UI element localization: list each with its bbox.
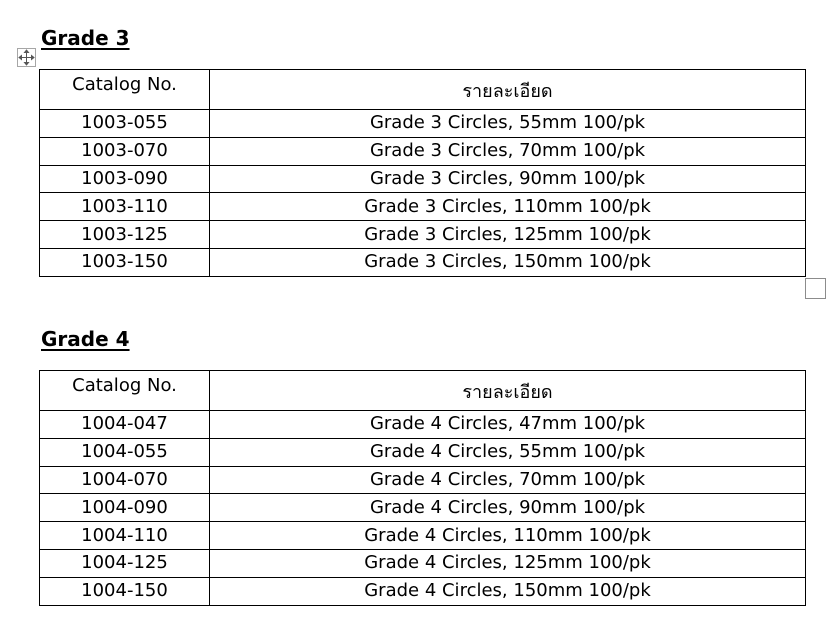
description-cell: Grade 3 Circles, 150mm 100/pk — [210, 248, 806, 276]
table-row — [40, 193, 806, 221]
catalog-no-cell: 1003-125 — [40, 221, 210, 249]
description-cell: Grade 3 Circles, 90mm 100/pk — [210, 165, 806, 193]
description-cell: Grade 3 Circles, 125mm 100/pk — [210, 221, 806, 249]
catalog-no-cell: 1003-070 — [40, 137, 210, 165]
catalog-no-header: Catalog No. — [40, 70, 210, 110]
catalog-no-cell: 1003-110 — [40, 193, 210, 221]
catalog-no-cell: 1004-047 — [40, 411, 210, 439]
description-cell: Grade 4 Circles, 150mm 100/pk — [210, 577, 806, 605]
description-cell: Grade 4 Circles, 47mm 100/pk — [210, 411, 806, 439]
catalog-no-cell: 1004-090 — [40, 494, 210, 522]
table-row — [40, 494, 806, 522]
table-header-row — [40, 371, 806, 411]
table-header-row — [40, 70, 806, 110]
table-row — [40, 549, 806, 577]
description-cell: Grade 4 Circles, 55mm 100/pk — [210, 438, 806, 466]
table-row — [40, 110, 806, 138]
table-row — [40, 438, 806, 466]
section-title-grade-4: Grade 4 — [41, 327, 130, 351]
grade-4-table — [39, 370, 806, 606]
catalog-no-cell: 1004-070 — [40, 466, 210, 494]
catalog-no-cell: 1003-090 — [40, 165, 210, 193]
description-header: รายละเอียด — [210, 371, 806, 411]
table-row — [40, 137, 806, 165]
table-row — [40, 522, 806, 550]
four-way-arrow-icon — [18, 49, 35, 66]
table-row — [40, 221, 806, 249]
catalog-no-header: Catalog No. — [40, 371, 210, 411]
description-cell: Grade 4 Circles, 70mm 100/pk — [210, 466, 806, 494]
description-cell: Grade 4 Circles, 90mm 100/pk — [210, 494, 806, 522]
section-title-grade-3: Grade 3 — [41, 26, 130, 50]
catalog-no-cell: 1003-150 — [40, 248, 210, 276]
table-resize-icon[interactable] — [805, 278, 826, 299]
catalog-no-cell: 1004-150 — [40, 577, 210, 605]
description-cell: Grade 3 Circles, 110mm 100/pk — [210, 193, 806, 221]
catalog-no-cell: 1003-055 — [40, 110, 210, 138]
description-header: รายละเอียด — [210, 70, 806, 110]
grade-3-table — [39, 69, 806, 277]
table-row — [40, 466, 806, 494]
description-cell: Grade 3 Circles, 55mm 100/pk — [210, 110, 806, 138]
table-row — [40, 248, 806, 276]
catalog-no-cell: 1004-110 — [40, 522, 210, 550]
description-cell: Grade 4 Circles, 125mm 100/pk — [210, 549, 806, 577]
table-row — [40, 165, 806, 193]
catalog-no-cell: 1004-055 — [40, 438, 210, 466]
table-move-icon[interactable] — [17, 48, 36, 67]
catalog-no-cell: 1004-125 — [40, 549, 210, 577]
table-row — [40, 577, 806, 605]
description-cell: Grade 3 Circles, 70mm 100/pk — [210, 137, 806, 165]
description-cell: Grade 4 Circles, 110mm 100/pk — [210, 522, 806, 550]
table-row — [40, 411, 806, 439]
